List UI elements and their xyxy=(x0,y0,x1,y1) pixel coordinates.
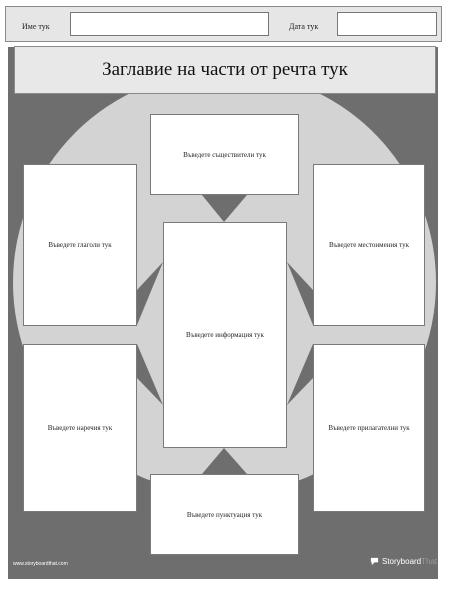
connector-right-lower xyxy=(287,344,313,405)
box-verbs[interactable]: Въведете глаголи тук xyxy=(23,164,137,326)
logo-brand: Storyboard xyxy=(382,557,422,566)
box-adverbs[interactable]: Въведете наречия тук xyxy=(23,344,137,512)
box-adjectives[interactable]: Въведете прилагателни тук xyxy=(313,344,425,512)
connector-right-upper xyxy=(287,262,313,325)
title-bar[interactable] xyxy=(14,46,436,94)
date-label: Дата тук xyxy=(289,22,319,31)
logo-brand-suffix: That xyxy=(421,557,438,566)
page-title: Заглавие на части от речта тук xyxy=(102,59,348,80)
connector-top xyxy=(202,195,247,222)
box-pronouns[interactable]: Въведете местоимения тук xyxy=(313,164,425,326)
storyboardthat-logo xyxy=(370,557,437,566)
connector-left-lower xyxy=(137,344,163,405)
name-label: Име тук xyxy=(22,22,50,31)
box-nouns[interactable]: Въведете съществители тук xyxy=(150,114,299,195)
box-punctuation[interactable]: Въведете пунктуация тук xyxy=(150,474,299,555)
connector-bottom xyxy=(202,448,247,474)
footer-url: www.storyboardthat.com xyxy=(13,561,68,567)
storyboard-logo-icon xyxy=(370,557,379,566)
box-info[interactable]: Въведете информация тук xyxy=(163,222,287,448)
connector-left-upper xyxy=(137,262,163,325)
